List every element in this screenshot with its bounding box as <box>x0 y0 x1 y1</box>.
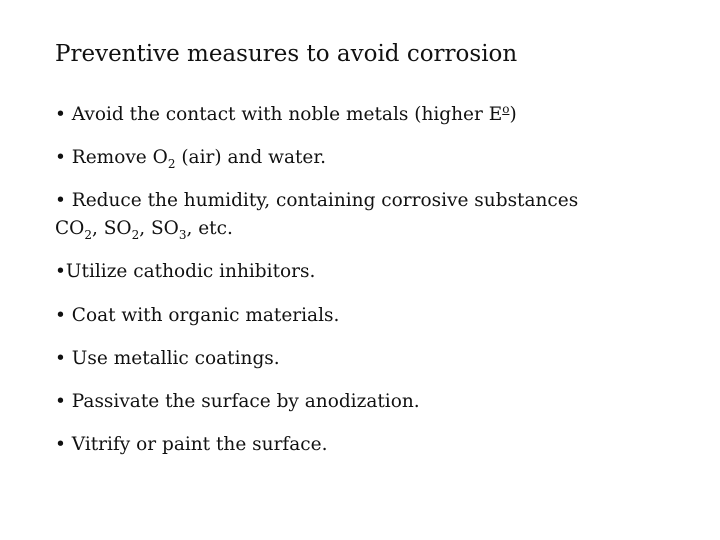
bullet-reduce-humidity <box>55 187 578 243</box>
bullet-remove-oxygen <box>55 144 326 172</box>
bullet-text: • Remove O <box>55 147 168 168</box>
bullet-text-end: (air) and water. <box>175 147 327 168</box>
bullet-text-end: ) <box>509 104 517 125</box>
subscript-2: 2 <box>131 228 140 242</box>
formula-so: , SO <box>91 218 132 239</box>
bullet-anodization: • Passivate the surface by anodization. <box>55 391 420 412</box>
bullet-vitrify-paint: • Vitrify or paint the surface. <box>55 434 328 455</box>
superscript-o: o <box>502 102 510 116</box>
bullet-metallic-coatings: • Use metallic coatings. <box>55 348 280 369</box>
bullet-text: • Avoid the contact with noble metals (higher E <box>55 104 503 125</box>
bullet-text-end: , etc. <box>186 218 233 239</box>
slide-title: Preventive measures to avoid corrosion <box>55 41 518 67</box>
formula-co: CO <box>55 218 85 239</box>
bullet-line-1: • Reduce the humidity, containing corrosive substances <box>55 190 579 211</box>
formula-so: , SO <box>139 218 179 239</box>
bullet-noble-metals <box>55 101 517 129</box>
bullet-line-2 <box>55 215 578 243</box>
subscript-2: 2 <box>167 157 176 171</box>
subscript-2: 2 <box>84 228 92 242</box>
subscript-3: 3 <box>178 228 187 242</box>
bullet-cathodic-inhibitors: •Utilize cathodic inhibitors. <box>55 261 316 282</box>
bullet-organic-coating: • Coat with organic materials. <box>55 305 340 326</box>
